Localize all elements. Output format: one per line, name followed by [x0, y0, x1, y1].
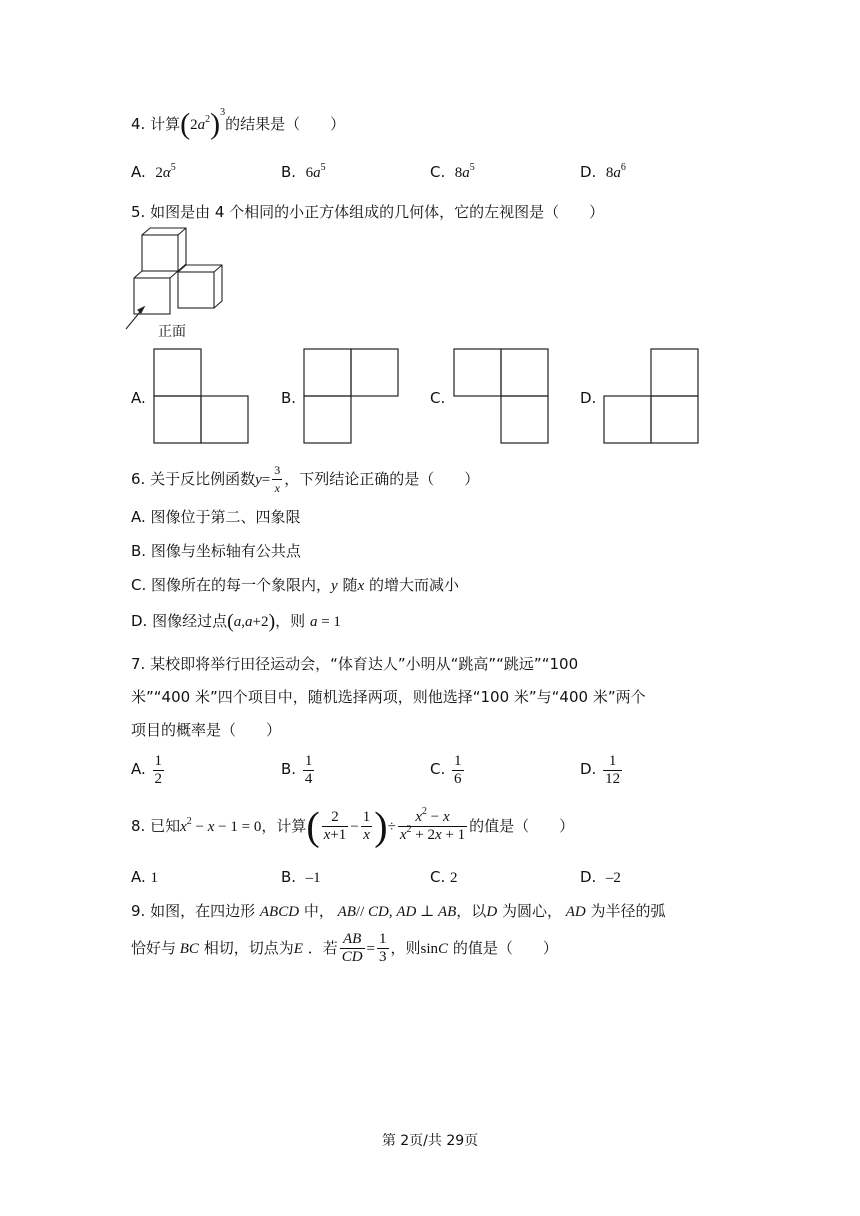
- q4-prefix: 4. 计算: [131, 115, 181, 133]
- q7-option-c[interactable]: C. $\frac{1}{6}$: [430, 752, 462, 787]
- q7-option-b[interactable]: B. $\frac{1}{4}$: [281, 752, 313, 787]
- q8-stem: 8. 已知$x^2 - x - 1 = 0$，计算( $\frac{2}{x+1}$ − $\frac{1}{x}$ )÷ $\frac{x^2 - x}{x^2 + 2x + 1}$ 的值是（ ）: [131, 803, 575, 849]
- q8-option-c[interactable]: C. 2: [430, 868, 458, 886]
- page-footer: 第 2页/共 29页: [381, 1133, 479, 1149]
- q8-option-a[interactable]: A. 1: [131, 868, 159, 886]
- q5-option-d-label[interactable]: D.: [580, 389, 597, 407]
- q5-option-b-label[interactable]: B.: [281, 389, 297, 407]
- q9-line1: 9. 如图，在四边形 ABCD 中， AB// CD, AD ⊥ AB，以D 为圆心， AD 为半径的弧: [131, 902, 666, 920]
- q5-option-c-label[interactable]: C.: [430, 389, 446, 407]
- q7-line3: 项目的概率是（ ）: [131, 721, 282, 739]
- q6-option-a[interactable]: A. 图像位于第二、四象限: [131, 508, 301, 526]
- q4-option-a[interactable]: A. $2\alpha^5$: [131, 162, 176, 181]
- q5-option-b-figure[interactable]: [303, 348, 400, 445]
- q4-suffix: 的结果是（ ）: [225, 115, 346, 133]
- q7-line2: 米”“400 米”四个项目中，随机选择两项，则他选择“100 米”与“400 米”两个: [131, 688, 646, 706]
- front-label: 正面: [158, 324, 186, 340]
- q5-option-a-figure[interactable]: [153, 348, 250, 445]
- q4-stem: 4. 计算$(2a^2)^3$的结果是（ ）: [131, 107, 346, 141]
- q9-line2: 恰好与 BC 相切，切点为E ．若 $\frac{AB}{CD}$ = $\frac{1}{3}$ ，则sinC 的值是（ ）: [131, 931, 558, 965]
- q4-option-d[interactable]: D. $8a^6$: [580, 162, 626, 181]
- q5-option-c-figure[interactable]: [453, 348, 550, 445]
- q5-stem: 5. 如图是由 4 个相同的小正方体组成的几何体，它的左视图是（ ）: [131, 203, 605, 221]
- q4-option-c[interactable]: C. $8a^5$: [430, 162, 475, 181]
- q5-option-d-figure[interactable]: [603, 348, 700, 445]
- q7-option-a[interactable]: A. $\frac{1}{2}$: [131, 752, 163, 787]
- q6-option-d[interactable]: D. 图像经过点(a,a+2)，则 a = 1: [131, 610, 341, 633]
- q6-stem: 6. 关于反比例函数y= $\frac{3}{x}$ ，下列结论正确的是（ ）: [131, 463, 480, 495]
- q4-option-b[interactable]: B. $6a^5$: [281, 162, 326, 181]
- q8-option-d[interactable]: D. –2: [580, 868, 621, 886]
- q6-option-b[interactable]: B. 图像与坐标轴有公共点: [131, 542, 301, 560]
- q7-option-d[interactable]: D. $\frac{1}{12}$: [580, 752, 621, 787]
- q5-option-a-label[interactable]: A.: [131, 389, 146, 407]
- q8-option-b[interactable]: B. –1: [281, 868, 321, 886]
- q7-line1: 7. 某校即将举行田径运动会，“体育达人”小明从“跳高”“跳远”“100: [131, 655, 579, 673]
- q6-option-c[interactable]: C. 图像所在的每一个象限内，y 随x 的增大而减小: [131, 576, 459, 594]
- cube-figure: [120, 225, 230, 335]
